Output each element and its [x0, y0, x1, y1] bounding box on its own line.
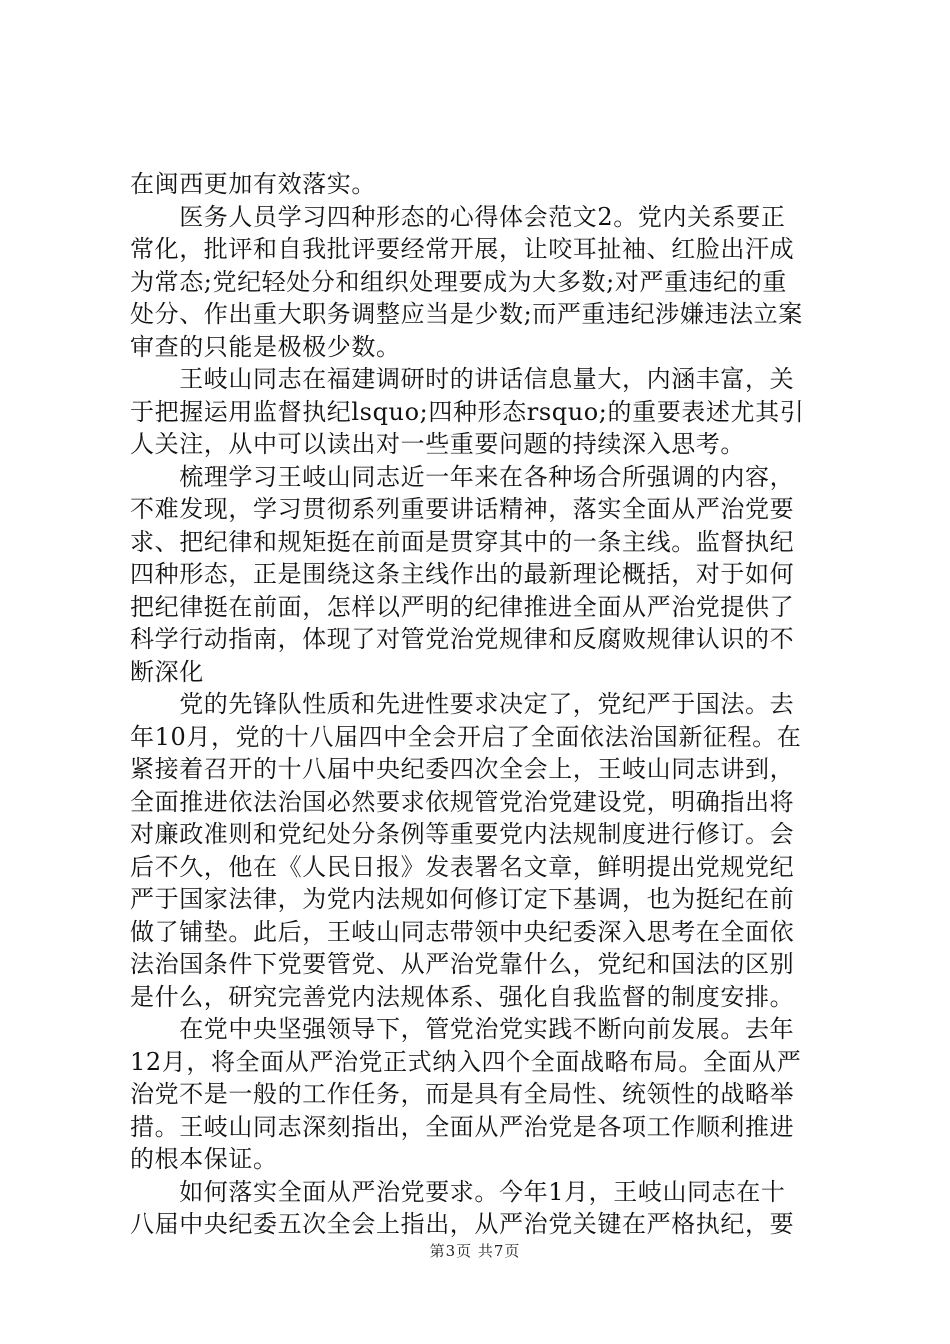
text-line: 党的先锋队性质和先进性要求决定了，党纪严于国法。去: [130, 690, 795, 718]
document-body: [130, 168, 830, 1241]
text-line: 后不久，他在《人民日报》发表署名文章，鲜明提出党规党纪: [130, 852, 795, 881]
text-line: 科学行动指南，体现了对管党治党规律和反腐败规律认识的不: [130, 625, 795, 653]
text-line: 的根本保证。: [130, 1145, 278, 1173]
text-line: 在党中央坚强领导下，管党治党实践不断向前发展。去年: [130, 1015, 795, 1043]
text-line: 四种形态，正是围绕这条主线作出的最新理论概括，对于如何: [130, 560, 795, 588]
text-line: 对廉政准则和党纪处分条例等重要党内法规制度进行修订。会: [130, 820, 795, 848]
text-line: 12月，将全面从严治党正式纳入四个全面战略布局。全面从严: [130, 1047, 802, 1076]
text-line: 把纪律挺在前面，怎样以严明的纪律推进全面从严治党提供了: [130, 592, 795, 621]
text-line: 王岐山同志在福建调研时的讲话信息量大，内涵丰富，关: [130, 365, 795, 393]
page-number-footer: 第3页 共7页: [429, 1242, 521, 1260]
text-line: 不难发现，学习贯彻系列重要讲话精神，落实全面从严治党要: [130, 495, 795, 523]
text-line: 年10月，党的十八届四中全会开启了全面依法治国新征程。在: [130, 722, 802, 751]
text-line: 在闽西更加有效落实。: [130, 170, 376, 198]
text-line: 断深化: [130, 657, 204, 686]
text-line: 全面推进依法治国必然要求依规管党治党建设党，明确指出将: [130, 787, 795, 816]
text-line: 做了铺垫。此后，王岐山同志带领中央纪委深入思考在全面依: [130, 917, 795, 946]
text-line: 是什么，研究完善党内法规体系、强化自我监督的制度安排。: [130, 982, 795, 1011]
text-line: 常化，批评和自我批评要经常开展，让咬耳扯袖、红脸出汗成: [130, 235, 795, 263]
text-line: 治党不是一般的工作任务，而是具有全局性、统领性的战略举: [130, 1080, 795, 1108]
text-line: 法治国条件下党要管党、从严治党靠什么，党纪和国法的区别: [130, 950, 795, 978]
text-line: 八届中央纪委五次全会上指出，从严治党关键在严格执纪，要: [130, 1210, 795, 1238]
text-line: 求、把纪律和规矩挺在前面是贯穿其中的一条主线。监督执纪: [130, 527, 795, 556]
text-line: 审查的只能是极极少数。: [130, 332, 401, 361]
text-line: 处分、作出重大职务调整应当是少数;而严重违纪涉嫌违法立案: [130, 300, 803, 328]
text-line: 如何落实全面从严治党要求。今年1月，王岐山同志在十: [130, 1177, 786, 1206]
text-line: 梳理学习王岐山同志近一年来在各种场合所强调的内容，: [130, 462, 795, 491]
text-line: 严于国家法律，为党内法规如何修订定下基调，也为挺纪在前: [130, 885, 795, 913]
text-line: 为常态;党纪轻处分和组织处理要成为大多数;对严重违纪的重: [130, 267, 787, 296]
text-line: 措。王岐山同志深刻指出，全面从严治党是各项工作顺利推进: [130, 1112, 795, 1141]
text-line: 紧接着召开的十八届中央纪委四次全会上，王岐山同志讲到，: [130, 755, 795, 783]
text-line: 医务人员学习四种形态的心得体会范文2。党内关系要正: [130, 202, 786, 231]
text-line: 于把握运用监督执纪lsquo;四种形态rsquo;的重要表述尤其引: [130, 397, 805, 426]
text-line: 人关注，从中可以读出对一些重要问题的持续深入思考。: [130, 430, 745, 458]
